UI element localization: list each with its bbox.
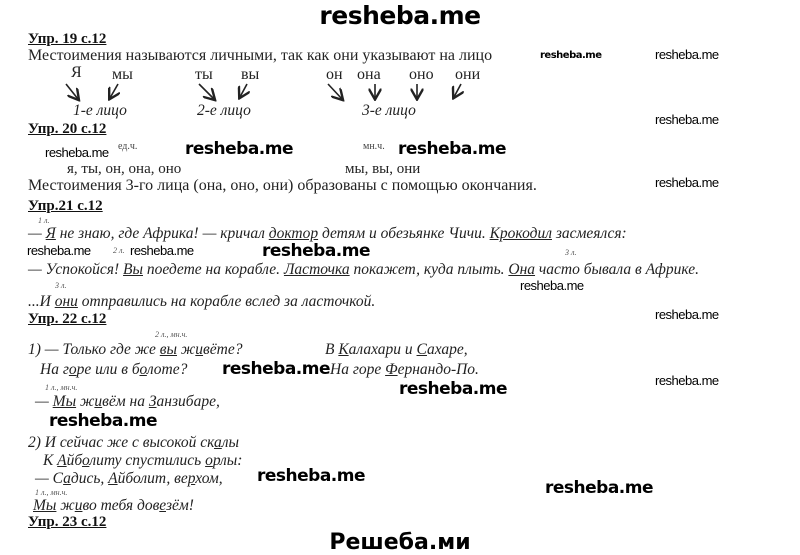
arrow-icon [66, 84, 78, 99]
pronoun: он [326, 66, 343, 83]
side-watermark: resheba.me [655, 47, 719, 62]
underlined-word: а [214, 434, 222, 451]
text-segment: ре или в б [76, 361, 140, 378]
person-note: 3 л. [565, 248, 577, 257]
text-segment: — С [35, 470, 64, 487]
side-watermark: resheba.me [655, 175, 719, 190]
inline-watermark: resheba.me [27, 243, 91, 258]
text-segment: ернандо-По. [397, 361, 479, 378]
text-line [28, 434, 239, 451]
text-line [40, 361, 187, 378]
inline-watermark: resheba.me [222, 359, 331, 379]
person-note: 3 л. [55, 281, 67, 290]
underlined-word: и [94, 393, 103, 410]
text-segment: лоте? [146, 361, 188, 378]
text-line [28, 341, 242, 358]
arrow-icon [240, 84, 247, 97]
pronoun: она [357, 66, 381, 83]
underlined-word: Ласточка [283, 261, 350, 278]
underlined-word: а [63, 470, 71, 487]
text-segment: рлы: [212, 452, 243, 469]
arrow-icon [199, 84, 214, 99]
text-segment: не знаю, где Африка! — кричал [55, 225, 269, 242]
singular-label: ед.ч. [118, 141, 138, 152]
underlined-word: Вы [123, 261, 143, 278]
person-label: 1-е лицо [73, 102, 127, 119]
underlined-word: З [148, 393, 157, 410]
text-segment: алахари и [348, 341, 417, 358]
arrow-icon [328, 84, 342, 99]
underlined-word: Я [45, 225, 56, 242]
text-segment: 2) И сейчас же с высокой ск [28, 434, 215, 451]
text-line [35, 470, 223, 487]
underlined-word: Мы [52, 393, 77, 410]
underlined-word: о [139, 361, 147, 378]
person-note: 2 л. [113, 246, 125, 255]
text-segment: ахаре, [426, 341, 468, 358]
ex21-title: Упр.21 с.12 [28, 198, 103, 214]
person-label: 2-е лицо [197, 102, 251, 119]
text-segment: ...И [28, 293, 55, 310]
text-segment: На г [40, 361, 69, 378]
text-segment: поедете на корабле. [143, 261, 284, 278]
inline-watermark: resheba.me [49, 411, 158, 431]
text-segment: часто бывала в Африке. [535, 261, 699, 278]
underlined-word: е [159, 497, 166, 514]
underlined-word: о [81, 452, 90, 469]
underlined-word: и [74, 497, 83, 514]
text-segment: вём на [102, 393, 149, 410]
inline-watermark: resheba.me [262, 241, 371, 261]
text-segment: зём! [165, 497, 194, 514]
pronoun: оно [409, 66, 434, 83]
underlined-word: доктор [268, 225, 319, 242]
text-segment: лы [221, 434, 240, 451]
underlined-word: р [187, 470, 196, 487]
ex23-title: Упр. 23 с.12 [28, 514, 107, 530]
text-segment: покажет, куда плыть. [349, 261, 509, 278]
person-label: 3-е лицо [362, 102, 416, 119]
text-segment: На горе [330, 361, 386, 378]
ex19-title: Упр. 19 с.12 [28, 31, 107, 47]
text-segment: ж [177, 341, 196, 358]
pronoun: вы [241, 66, 260, 83]
text-segment: хом, [195, 470, 223, 487]
text-segment: анзибаре, [156, 393, 220, 410]
text-segment: — [35, 393, 53, 410]
person-note: 1 л. [38, 216, 50, 225]
underlined-word: Мы [33, 497, 57, 514]
ex20-conclusion: Местоимения 3-го лица (она, оно, они) образованы с помощью окончания. [28, 177, 537, 194]
person-note: 1 л., мн.ч. [45, 383, 78, 392]
text-segment: йболит, ве [117, 470, 188, 487]
text-segment: литу спустились [89, 452, 206, 469]
pronoun: мы [112, 66, 133, 83]
arrow-icon [454, 84, 461, 97]
text-segment: ж [56, 497, 75, 514]
text-line [28, 261, 699, 278]
text-segment: вёте? [203, 341, 243, 358]
person-note: 2 л., мн.ч. [155, 330, 188, 339]
inline-watermark: resheba.me [257, 466, 366, 486]
text-segment: йб [66, 452, 82, 469]
text-segment: — [28, 225, 46, 242]
ex22-title: Упр. 22 с.12 [28, 311, 107, 327]
arrow-icon [110, 84, 118, 98]
underlined-word: Крокодил [489, 225, 552, 242]
text-segment: — Успокойся! [28, 261, 124, 278]
text-segment: 1) — Только где же [28, 341, 160, 358]
underlined-word: Ф [385, 361, 398, 378]
text-line [325, 341, 468, 358]
text-segment: детям и обезьянке Чичи. [318, 225, 490, 242]
text-segment: засмеялся: [551, 225, 627, 242]
underlined-word: А [108, 470, 118, 487]
text-line [28, 225, 627, 242]
inline-watermark: resheba.me [399, 379, 508, 399]
pronoun: Я [71, 64, 82, 81]
text-line [33, 497, 194, 514]
text-segment: В [325, 341, 339, 358]
header-watermark: resheba.me [319, 1, 481, 30]
text-segment: дись, [70, 470, 109, 487]
inline-watermark: resheba.me [45, 145, 109, 160]
inline-watermark: resheba.me [545, 478, 654, 498]
inline-watermark: resheba.me [130, 243, 194, 258]
text-segment: К [43, 452, 58, 469]
ex20-title: Упр. 20 с.12 [28, 121, 107, 137]
underlined-word: К [338, 341, 349, 358]
underlined-word: о [68, 361, 77, 378]
inline-watermark: resheba.me [520, 278, 584, 293]
underlined-word: А [57, 452, 67, 469]
pronoun: ты [195, 66, 213, 83]
inline-watermark: resheba.me [398, 139, 507, 159]
inline-watermark: resheba.me [540, 50, 602, 61]
text-segment: во тебя дов [82, 497, 160, 514]
text-line [43, 452, 242, 469]
side-watermark: resheba.me [655, 373, 719, 388]
underlined-word: о [205, 452, 213, 469]
plural-label: мн.ч. [363, 141, 385, 152]
side-watermark: resheba.me [655, 307, 719, 322]
ex19-sentence: Местоимения называются личными, так как они указывают на лицо [28, 47, 493, 64]
pronoun: они [455, 66, 481, 83]
underlined-word: и [195, 341, 204, 358]
text-segment: отправились на корабле вслед за ласточкой. [77, 293, 376, 310]
underlined-word: Она [508, 261, 536, 278]
inline-watermark: resheba.me [185, 139, 294, 159]
text-segment: ж [76, 393, 95, 410]
underlined-word: С [416, 341, 427, 358]
text-line [28, 293, 375, 310]
plural-pronouns: мы, вы, они [345, 161, 421, 177]
text-line [35, 393, 220, 410]
text-line [330, 361, 479, 378]
person-note: 1 л., мн.ч. [35, 488, 68, 497]
footer-watermark: Решеба.ми [329, 530, 471, 555]
side-watermark: resheba.me [655, 112, 719, 127]
underlined-word: они [54, 293, 78, 310]
singular-pronouns: я, ты, он, она, оно [67, 161, 182, 177]
underlined-word: вы [159, 341, 177, 358]
